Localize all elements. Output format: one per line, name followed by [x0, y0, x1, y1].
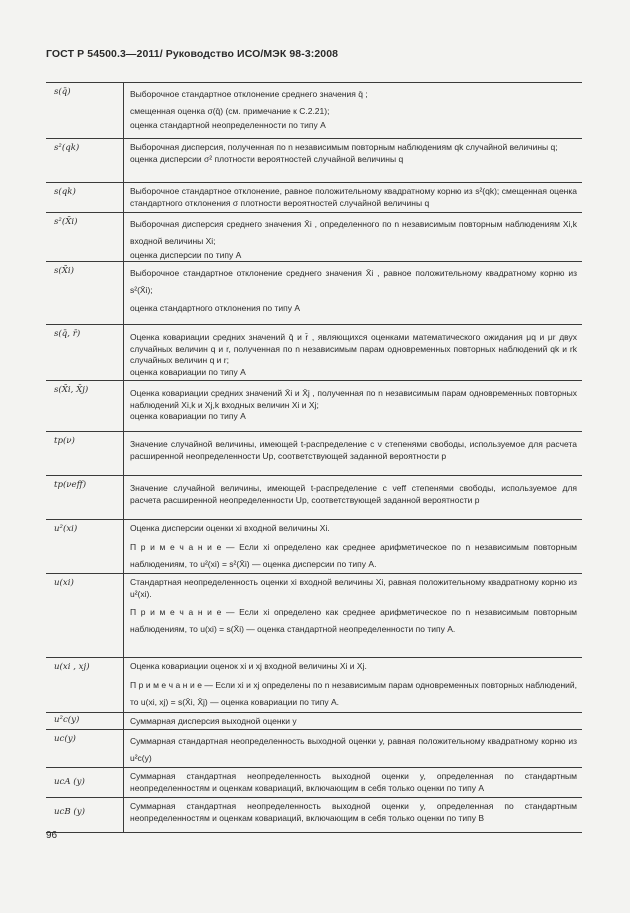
symbol-cell: u(xi , xj) [46, 658, 124, 712]
description-cell: Стандартная неопределенность оценки xi входной величины Xi, равная положительному квадратному корню из u²(xi). П р и м е ч а н и е — Если xi определено как среднее арифметическое по n независимым повторным наблюдениям, то u(xi) = s(X̄i) — оценка стандартной неопределенности по типу А. [130, 577, 577, 635]
table-row [46, 730, 582, 768]
description-cell: Оценка ковариации средних значений X̄i и X̄j , полученная по n независимым парам одновременных повторных наблюдений Xi,k и Xj,k входных величин Xi и Xj; оценка ковариации по типу А [130, 388, 577, 422]
symbol-cell: s²(qk) [46, 139, 124, 182]
description-cell: Оценка ковариации оценок xi и xj входной величины Xi и Xj. П р и м е ч а н и е — Если xi и xj определены по n независимым парам одновременных повторных наблюдений, то u(xi, xj) = s(X̄i, X̄j) — оценка ковариации по типу А. [130, 661, 577, 707]
symbol-cell: ucA (y) [46, 768, 124, 797]
symbol-cell: u²c(y) [46, 713, 124, 729]
description-cell: Суммарная стандартная неопределенность выходной оценки y, определенная по стандартным неопределенностям и оценкам ковариаций, включающим в себя только оценки по типу В [130, 801, 577, 823]
symbol-cell: s(X̄i) [46, 262, 124, 324]
symbol-cell: s(q̄) [46, 83, 124, 138]
symbol-cell: u(xi) [46, 574, 124, 657]
symbol-cell: s(qk) [46, 183, 124, 212]
symbol-cell: u²(xi) [46, 520, 124, 573]
table-row [46, 658, 582, 713]
symbol-cell: s(q̄, r̄) [46, 325, 124, 380]
description-cell: Суммарная дисперсия выходной оценки y [130, 716, 297, 726]
symbol-cell: uc(y) [46, 730, 124, 767]
description-cell: Суммарная стандартная неопределенность выходной оценки y, равная положительному квадратному корню из u²c(y) [130, 736, 577, 763]
symbol-cell: tp(νeff) [46, 476, 124, 519]
table-row [46, 768, 582, 798]
description-cell: Оценка ковариации средних значений q̄ и r̄ , являющихся оценками математического ожидания μq и μr двух случайных величин q и r, полученная по n независимым парам одновременных повторных наблюдений qk и rk случайных величин q и r; оценка ковариации по типу А [130, 332, 577, 377]
table-row [46, 798, 582, 832]
table-row [46, 139, 582, 183]
description-cell: Выборочное стандартное отклонение среднего значения q̄ ; смещенная оценка σ(q̄) (см. примечание к С.2.21); оценка стандартной неопределенности по типу А [130, 89, 368, 130]
table-row [46, 574, 582, 658]
table-row [46, 83, 582, 139]
symbol-cell: s(X̄i, X̄j) [46, 381, 124, 431]
page-number: 96 [46, 830, 58, 841]
description-cell: Выборочная дисперсия среднего значения X̄i , определенного по n независимым повторным наблюдениям Xi,k входной величины Xi; оценка дисперсии по типу А [130, 219, 577, 260]
description-cell: Суммарная стандартная неопределенность выходной оценки y, определенная по стандартным неопределенностям и оценкам ковариаций, включающим в себя только оценки по типу А [130, 771, 577, 793]
table-row [46, 520, 582, 574]
table-row [46, 381, 582, 432]
description-cell: Выборочное стандартное отклонение среднего значения X̄i , равное положительному квадратному корню из s²(X̄i); оценка стандартного отклонения по типу А [130, 268, 577, 313]
table-row [46, 183, 582, 213]
description-cell: Оценка дисперсии оценки xi входной величины Xi. П р и м е ч а н и е — Если xi определено как среднее арифметическое по n независимым повторным наблюдениям, то u²(xi) = s²(X̄i) — оценка дисперсии по типу А. [130, 523, 577, 569]
symbol-cell: ucB (y) [46, 798, 124, 832]
description-cell: Выборочная дисперсия, полученная по n независимым повторным наблюдениям qk случайной величины q; оценка дисперсии σ² плотности вероятностей случайной величины q [130, 142, 558, 164]
description-cell: Значение случайной величины, имеющей t-распределение с νeff степенями свободы, используемое для расчета расширенной неопределенности Up, соответствующей заданной вероятности p [130, 483, 577, 505]
table-row [46, 325, 582, 381]
symbol-cell: s²(X̄i) [46, 213, 124, 261]
description-cell: Выборочное стандартное отклонение, равное положительному квадратному корню из s²(qk); смещенная оценка стандартного отклонения σ плотности вероятностей случайной величины q [130, 186, 577, 208]
symbols-table [46, 82, 582, 833]
table-row [46, 713, 582, 730]
table-row [46, 432, 582, 476]
table-row [46, 476, 582, 520]
symbol-cell: tp(ν) [46, 432, 124, 475]
table-row [46, 213, 582, 262]
description-cell: Значение случайной величины, имеющей t-распределение с ν степенями свободы, используемое для расчета расширенной неопределенности Up, соответствующей заданной вероятности p [130, 439, 577, 461]
table-row [46, 262, 582, 325]
page-header: ГОСТ Р 54500.3—2011/ Руководство ИСО/МЭК 98-3:2008 [46, 48, 339, 60]
